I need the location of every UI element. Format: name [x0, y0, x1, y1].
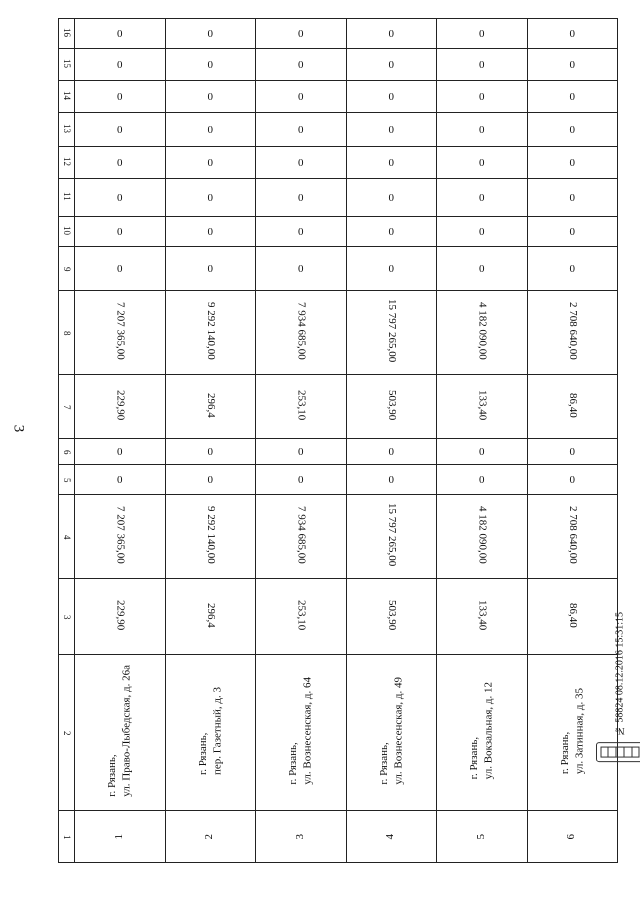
cell: 0	[527, 179, 618, 217]
header-cell: 16	[59, 19, 75, 49]
stamp-logo-icon	[596, 742, 640, 762]
cell: 0	[527, 147, 618, 179]
cell: 0	[75, 179, 166, 217]
cell: 0	[256, 113, 347, 147]
cell: 0	[437, 465, 528, 495]
cell: 296,4	[165, 579, 256, 655]
cell: 0	[165, 247, 256, 291]
rotated-table	[58, 18, 618, 840]
table-column-9: 9 0 0 0 0 0 0	[59, 247, 618, 291]
cell: 0	[75, 113, 166, 147]
address-cell: г. Рязань, ул. Право-Лыбедская, д. 26а	[75, 655, 166, 811]
row-number: 5	[437, 811, 528, 863]
cell: 253,10	[256, 579, 347, 655]
cell: 0	[437, 19, 528, 49]
cell: 0	[527, 113, 618, 147]
row-number: 1	[75, 811, 166, 863]
cell: 133,40	[437, 375, 528, 439]
row-number: 4	[346, 811, 437, 863]
cell: 0	[346, 465, 437, 495]
cell: 503,90	[346, 579, 437, 655]
cell: 0	[165, 439, 256, 465]
cell: 7 207 365,00	[75, 495, 166, 579]
cell: 0	[256, 179, 347, 217]
table-column-15: 15 0 0 0 0 0 0	[59, 49, 618, 81]
cell: 0	[165, 49, 256, 81]
cell: 86,40	[527, 375, 618, 439]
cell: 0	[437, 247, 528, 291]
registration-stamp	[596, 612, 640, 762]
cell: 2 708 640,00	[527, 291, 618, 375]
cell: 7 934 685,00	[256, 495, 347, 579]
table-column-6: 6 0 0 0 0 0 0	[59, 439, 618, 465]
cell: 0	[346, 19, 437, 49]
cell: 0	[256, 439, 347, 465]
cell: 0	[256, 49, 347, 81]
address-cell: г. Рязань, пер. Газетный, д. 3	[165, 655, 256, 811]
cell: 0	[165, 147, 256, 179]
cell: 0	[346, 247, 437, 291]
table-column-5: 5 0 0 0 0 0 0	[59, 465, 618, 495]
address-cell: г. Рязань, ул. Вокзальная, д. 12	[437, 655, 528, 811]
cell: 503,90	[346, 375, 437, 439]
table-column-8: 8 7 207 365,00 9 292 140,00 7 934 685,00 15 797 265,00 4 182 090,00 2 708 640,00	[59, 291, 618, 375]
cell: 0	[437, 217, 528, 247]
cell: 0	[165, 19, 256, 49]
cell: 0	[256, 81, 347, 113]
cell: 0	[527, 19, 618, 49]
address-cell: г. Рязань, ул. Затинная, д. 35	[527, 655, 618, 811]
cell: 0	[527, 247, 618, 291]
cell: 0	[256, 147, 347, 179]
cell: 0	[256, 465, 347, 495]
table-column-1: 1 1 2 3 4 5 6	[59, 811, 618, 863]
cell: 0	[437, 49, 528, 81]
cell: 0	[437, 81, 528, 113]
cell: 0	[437, 439, 528, 465]
cell: 0	[256, 19, 347, 49]
cell: 15 797 265,00	[346, 495, 437, 579]
cell: 296,4	[165, 375, 256, 439]
cell: 0	[527, 465, 618, 495]
table-column-12: 12 0 0 0 0 0 0	[59, 147, 618, 179]
cell: 133,40	[437, 579, 528, 655]
stamp-text: № 58824 08.12.2016 15:31:15	[614, 612, 626, 737]
cell: 0	[256, 217, 347, 247]
cell: 9 292 140,00	[165, 291, 256, 375]
cell: 0	[75, 439, 166, 465]
row-number: 2	[165, 811, 256, 863]
cell: 4 182 090,00	[437, 495, 528, 579]
table-column-13: 13 0 0 0 0 0 0	[59, 113, 618, 147]
cell: 7 934 685,00	[256, 291, 347, 375]
table-column-7: 7 229,90 296,4 253,10 503,90 133,40 86,40	[59, 375, 618, 439]
table-column-11: 11 0 0 0 0 0 0	[59, 179, 618, 217]
cell: 0	[75, 19, 166, 49]
table-column-3: 3 229,90 296,4 253,10 503,90 133,40 86,40	[59, 579, 618, 655]
cell: 0	[527, 439, 618, 465]
address-cell: г. Рязань, ул. Вознесенская, д. 64	[256, 655, 347, 811]
table-column-4: 4 7 207 365,00 9 292 140,00 7 934 685,00 15 797 265,00 4 182 090,00 2 708 640,00	[59, 495, 618, 579]
cell: 0	[437, 113, 528, 147]
cell: 0	[346, 113, 437, 147]
cell: 0	[75, 81, 166, 113]
cell: 0	[165, 113, 256, 147]
cell: 0	[75, 49, 166, 81]
cell: 0	[527, 81, 618, 113]
row-number: 3	[256, 811, 347, 863]
cell: 0	[75, 465, 166, 495]
cell: 0	[346, 49, 437, 81]
cell: 0	[165, 179, 256, 217]
cell: 0	[165, 465, 256, 495]
page-number: 3	[10, 424, 27, 433]
cell: 0	[437, 179, 528, 217]
cell: 0	[346, 81, 437, 113]
table-column-2: 2 г. Рязань, ул. Право-Лыбедская, д. 26а г. Рязань, пер. Газетный, д. 3 г. Рязань, ул. Вознесенская, д. 64 г. Рязань, ул. Вознесенская, д. 49 г. Рязань, ул. Вокзальная, д. 12 г. Рязань, ул. Затинная, д. 35	[59, 655, 618, 811]
cell: 0	[527, 217, 618, 247]
cell: 0	[437, 147, 528, 179]
cell: 0	[75, 247, 166, 291]
cell: 86,40	[527, 579, 618, 655]
cell: 229,90	[75, 579, 166, 655]
cell: 0	[346, 147, 437, 179]
cell: 0	[346, 439, 437, 465]
cell: 2 708 640,00	[527, 495, 618, 579]
address-cell: г. Рязань, ул. Вознесенская, д. 49	[346, 655, 437, 811]
cell: 7 207 365,00	[75, 291, 166, 375]
table-column-10: 10 0 0 0 0 0 0	[59, 217, 618, 247]
cell: 15 797 265,00	[346, 291, 437, 375]
cell: 253,10	[256, 375, 347, 439]
row-number: 6	[527, 811, 618, 863]
cell: 4 182 090,00	[437, 291, 528, 375]
cell: 0	[527, 49, 618, 81]
cell: 0	[165, 217, 256, 247]
cell: 229,90	[75, 375, 166, 439]
cell: 0	[165, 81, 256, 113]
cell: 0	[75, 217, 166, 247]
cell: 0	[256, 247, 347, 291]
cell: 0	[346, 179, 437, 217]
cell: 9 292 140,00	[165, 495, 256, 579]
data-table	[58, 18, 618, 863]
table-column-14: 14 0 0 0 0 0 0	[59, 81, 618, 113]
table-column-16	[59, 19, 618, 49]
cell: 0	[75, 147, 166, 179]
cell: 0	[346, 217, 437, 247]
